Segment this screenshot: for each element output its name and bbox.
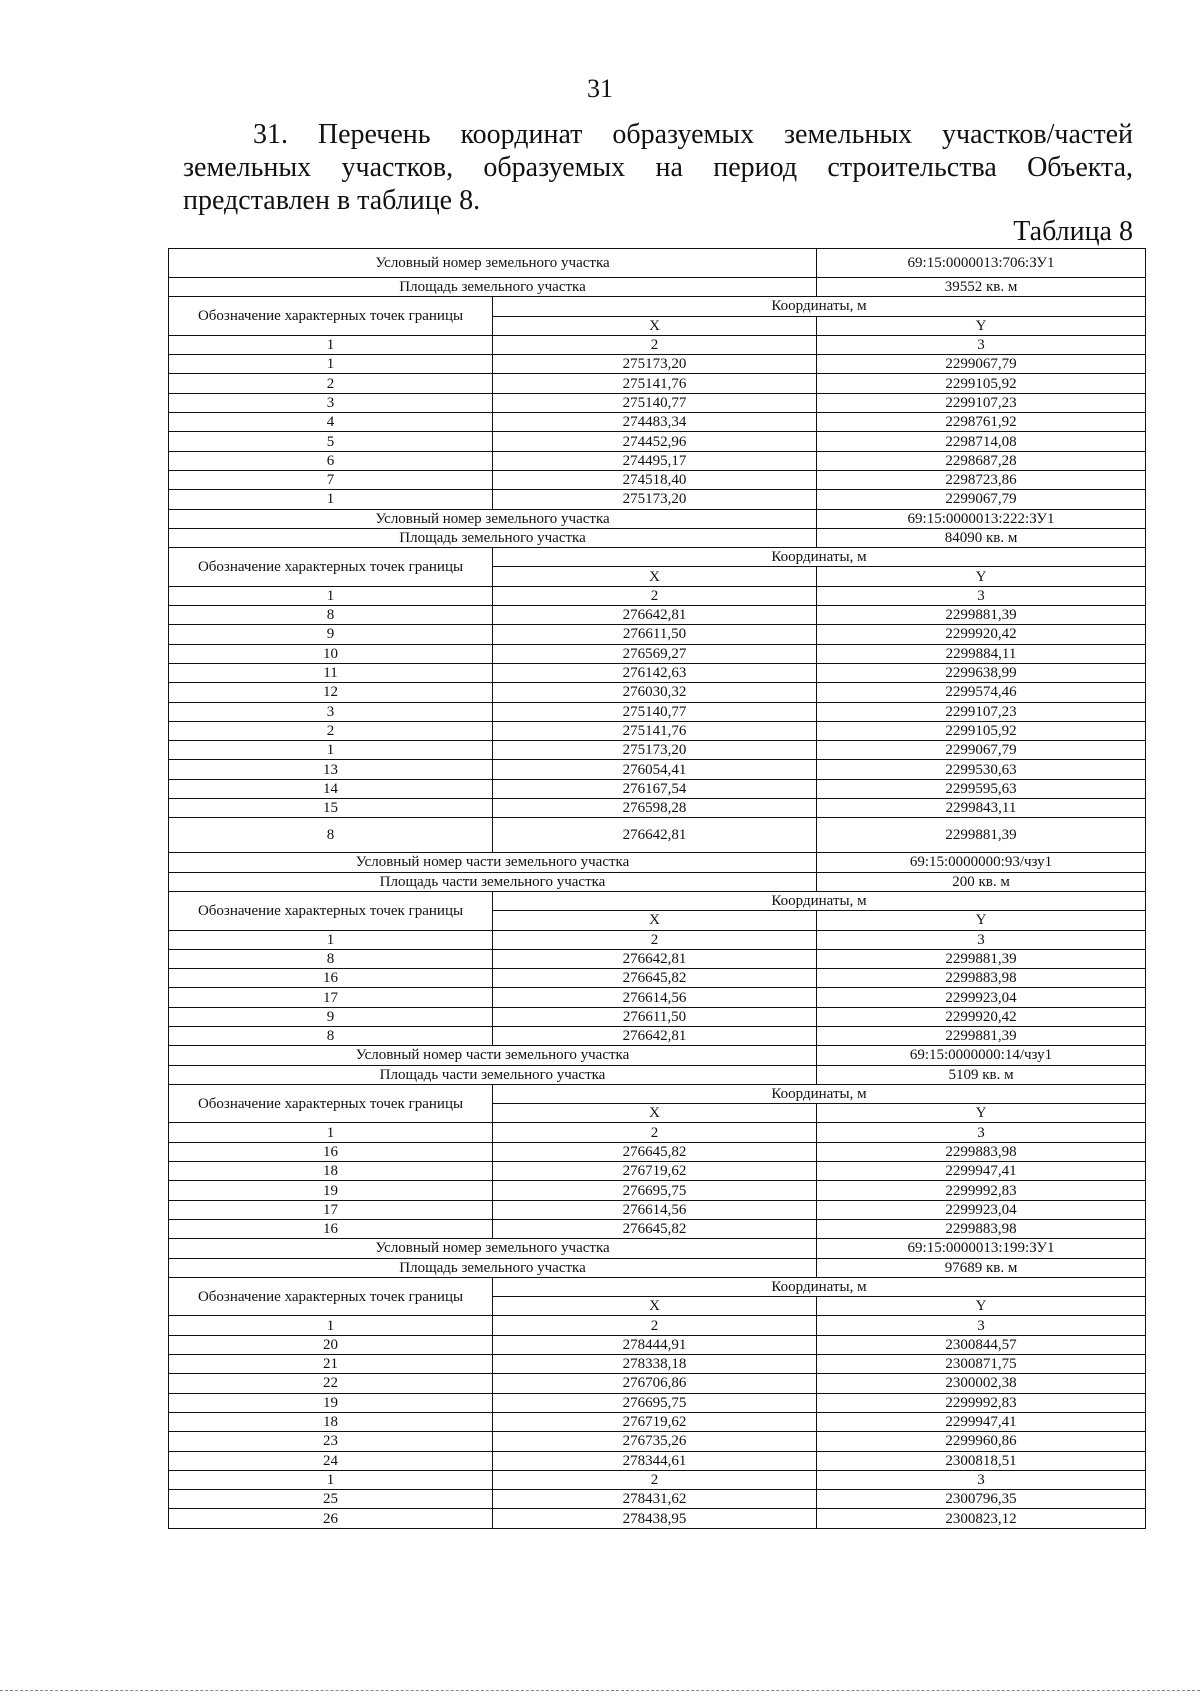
point-number: 16 xyxy=(169,1219,493,1238)
y-coordinate: 2299947,41 xyxy=(817,1412,1146,1431)
point-number: 12 xyxy=(169,683,493,702)
y-coordinate: 2299843,11 xyxy=(817,799,1146,818)
plot-area-label: Площадь части земельного участка xyxy=(169,1065,817,1084)
points-header: Обозначение характерных точек границы xyxy=(169,1277,493,1316)
point-number: 11 xyxy=(169,663,493,682)
point-number: 18 xyxy=(169,1162,493,1181)
point-number: 17 xyxy=(169,1200,493,1219)
x-coordinate: 275140,77 xyxy=(493,702,817,721)
col-number-2: 2 xyxy=(493,1123,817,1142)
plot-area-label: Площадь земельного участка xyxy=(169,278,817,297)
y-coordinate: 2300823,12 xyxy=(817,1509,1146,1528)
x-coordinate: 278438,95 xyxy=(493,1509,817,1528)
y-coordinate: 2299881,39 xyxy=(817,818,1146,853)
point-number: 1 xyxy=(169,741,493,760)
point-number: 19 xyxy=(169,1181,493,1200)
table-row xyxy=(169,1355,1146,1374)
x-coordinate: 276614,56 xyxy=(493,1200,817,1219)
coords-header: Координаты, м xyxy=(493,548,1146,567)
table-row xyxy=(169,1432,1146,1451)
plot-area-label: Площадь земельного участка xyxy=(169,528,817,547)
y-coordinate: 2299530,63 xyxy=(817,760,1146,779)
y-coordinate: 2299105,92 xyxy=(817,374,1146,393)
plot-number-value: 69:15:0000013:706:ЗУ1 xyxy=(817,249,1146,278)
plot-area-row xyxy=(169,278,1146,297)
x-coordinate: 274452,96 xyxy=(493,432,817,451)
table-row xyxy=(169,702,1146,721)
x-coordinate: 275140,77 xyxy=(493,393,817,412)
x-header: X xyxy=(493,316,817,335)
x-coordinate: 276642,81 xyxy=(493,1026,817,1045)
x-coordinate: 278444,91 xyxy=(493,1335,817,1354)
plot-area-row xyxy=(169,1065,1146,1084)
page-number: 31 xyxy=(587,74,613,103)
x-coordinate: 275141,76 xyxy=(493,374,817,393)
table-row xyxy=(169,1490,1146,1509)
table-row xyxy=(169,1142,1146,1161)
table-row xyxy=(169,1374,1146,1393)
table-row xyxy=(169,663,1146,682)
point-number: 15 xyxy=(169,799,493,818)
column-numbers-row xyxy=(169,930,1146,949)
table-row xyxy=(169,1509,1146,1528)
point-number: 6 xyxy=(169,451,493,470)
x-header: X xyxy=(493,1297,817,1316)
x-coordinate: 276598,28 xyxy=(493,799,817,818)
y-coordinate: 2300796,35 xyxy=(817,1490,1146,1509)
table-row xyxy=(169,432,1146,451)
y-header: Y xyxy=(817,1104,1146,1123)
point-number: 26 xyxy=(169,1509,493,1528)
column-numbers-row xyxy=(169,1123,1146,1142)
point-number: 16 xyxy=(169,969,493,988)
x-coordinate: 276611,50 xyxy=(493,625,817,644)
points-header: Обозначение характерных точек границы xyxy=(169,891,493,930)
y-coordinate: 2300844,57 xyxy=(817,1335,1146,1354)
y-coordinate: 2299883,98 xyxy=(817,1219,1146,1238)
x-coordinate: 276030,32 xyxy=(493,683,817,702)
table-row xyxy=(169,1162,1146,1181)
table-row xyxy=(169,1219,1146,1238)
col-number-3: 3 xyxy=(817,930,1146,949)
x-header: X xyxy=(493,1104,817,1123)
table-row xyxy=(169,1200,1146,1219)
y-coordinate: 2299920,42 xyxy=(817,625,1146,644)
plot-area-value: 39552 кв. м xyxy=(817,278,1146,297)
plot-number-value: 69:15:0000000:14/чзу1 xyxy=(817,1046,1146,1065)
y-coordinate: 2299881,39 xyxy=(817,606,1146,625)
plot-number-value: 69:15:0000013:222:ЗУ1 xyxy=(817,509,1146,528)
column-numbers-row xyxy=(169,1316,1146,1335)
col-number-2: 2 xyxy=(493,930,817,949)
x-coordinate: 276645,82 xyxy=(493,1142,817,1161)
table-row xyxy=(169,1393,1146,1412)
table-row xyxy=(169,988,1146,1007)
points-header: Обозначение характерных точек границы xyxy=(169,297,493,336)
table-row xyxy=(169,760,1146,779)
y-coordinate: 2298761,92 xyxy=(817,413,1146,432)
point-number: 22 xyxy=(169,1374,493,1393)
y-coordinate: 2300818,51 xyxy=(817,1451,1146,1470)
x-coordinate: 275173,20 xyxy=(493,355,817,374)
y-coordinate: 2299883,98 xyxy=(817,1142,1146,1161)
table-caption: Таблица 8 xyxy=(1013,216,1133,247)
col-number-2: 2 xyxy=(493,586,817,605)
plot-number-label: Условный номер земельного участка xyxy=(169,509,817,528)
intro-text: 31. Перечень координат образуемых земельных участков/частей земельных участков, образуемых на период строительства Объекта, представлен в таблице 8. xyxy=(183,119,1133,216)
point-number: 17 xyxy=(169,988,493,1007)
table-row xyxy=(169,683,1146,702)
point-number: 1 xyxy=(169,1470,493,1489)
table-row xyxy=(169,490,1146,509)
table-row xyxy=(169,779,1146,798)
plot-number-row xyxy=(169,1239,1146,1258)
x-coordinate: 276611,50 xyxy=(493,1007,817,1026)
y-coordinate: 2299884,11 xyxy=(817,644,1146,663)
y-coordinate: 2299107,23 xyxy=(817,702,1146,721)
plot-area-row xyxy=(169,872,1146,891)
coords-header-row xyxy=(169,1084,1146,1103)
point-number: 18 xyxy=(169,1412,493,1431)
point-number: 8 xyxy=(169,606,493,625)
x-coordinate: 275141,76 xyxy=(493,721,817,740)
x-coordinate: 278338,18 xyxy=(493,1355,817,1374)
y-coordinate: 2299638,99 xyxy=(817,663,1146,682)
plot-number-value: 69:15:0000000:93/чзу1 xyxy=(817,853,1146,872)
x-coordinate: 276054,41 xyxy=(493,760,817,779)
plot-area-value: 97689 кв. м xyxy=(817,1258,1146,1277)
plot-area-row xyxy=(169,1258,1146,1277)
y-coordinate: 2299067,79 xyxy=(817,490,1146,509)
plot-area-label: Площадь земельного участка xyxy=(169,1258,817,1277)
x-coordinate: 276142,63 xyxy=(493,663,817,682)
coords-header: Координаты, м xyxy=(493,297,1146,316)
point-number: 7 xyxy=(169,470,493,489)
coords-header: Координаты, м xyxy=(493,891,1146,910)
point-number: 21 xyxy=(169,1355,493,1374)
point-number: 2 xyxy=(169,721,493,740)
y-header: Y xyxy=(817,567,1146,586)
point-number: 14 xyxy=(169,779,493,798)
y-coordinate: 2299960,86 xyxy=(817,1432,1146,1451)
y-coordinate: 2300871,75 xyxy=(817,1355,1146,1374)
plot-number-label: Условный номер части земельного участка xyxy=(169,1046,817,1065)
x-coordinate: 278431,62 xyxy=(493,1490,817,1509)
point-number: 25 xyxy=(169,1490,493,1509)
point-number: 20 xyxy=(169,1335,493,1354)
point-number: 8 xyxy=(169,1026,493,1045)
y-coordinate: 2298687,28 xyxy=(817,451,1146,470)
table-row xyxy=(169,1335,1146,1354)
table-row xyxy=(169,741,1146,760)
point-number: 19 xyxy=(169,1393,493,1412)
table-row xyxy=(169,1181,1146,1200)
plot-area-value: 200 кв. м xyxy=(817,872,1146,891)
col-number-1: 1 xyxy=(169,1316,493,1335)
table-row xyxy=(169,393,1146,412)
x-coordinate: 2 xyxy=(493,1470,817,1489)
table-row xyxy=(169,1451,1146,1470)
plot-number-label: Условный номер земельного участка xyxy=(169,1239,817,1258)
col-number-3: 3 xyxy=(817,1316,1146,1335)
point-number: 8 xyxy=(169,818,493,853)
y-coordinate: 2299923,04 xyxy=(817,988,1146,1007)
plot-number-label: Условный номер земельного участка xyxy=(169,249,817,278)
x-coordinate: 276167,54 xyxy=(493,779,817,798)
x-coordinate: 278344,61 xyxy=(493,1451,817,1470)
x-coordinate: 274518,40 xyxy=(493,470,817,489)
col-number-1: 1 xyxy=(169,335,493,354)
y-coordinate: 2298723,86 xyxy=(817,470,1146,489)
plot-area-value: 5109 кв. м xyxy=(817,1065,1146,1084)
point-number: 1 xyxy=(169,490,493,509)
x-coordinate: 276569,27 xyxy=(493,644,817,663)
coordinates-table xyxy=(168,248,1146,1529)
x-coordinate: 276645,82 xyxy=(493,1219,817,1238)
intro-paragraph xyxy=(183,118,1133,217)
table-row xyxy=(169,374,1146,393)
y-coordinate: 3 xyxy=(817,1470,1146,1489)
table-row xyxy=(169,625,1146,644)
col-number-3: 3 xyxy=(817,586,1146,605)
y-coordinate: 2299595,63 xyxy=(817,779,1146,798)
table-row xyxy=(169,470,1146,489)
x-coordinate: 275173,20 xyxy=(493,490,817,509)
plot-area-label: Площадь части земельного участка xyxy=(169,872,817,891)
scan-artifact-line xyxy=(0,1690,1200,1691)
coords-header-row xyxy=(169,297,1146,316)
point-number: 5 xyxy=(169,432,493,451)
point-number: 10 xyxy=(169,644,493,663)
table-row xyxy=(169,721,1146,740)
plot-number-row xyxy=(169,249,1146,278)
point-number: 16 xyxy=(169,1142,493,1161)
x-coordinate: 275173,20 xyxy=(493,741,817,760)
point-number: 4 xyxy=(169,413,493,432)
y-header: Y xyxy=(817,1297,1146,1316)
x-coordinate: 276642,81 xyxy=(493,818,817,853)
plot-number-row xyxy=(169,509,1146,528)
plot-number-label: Условный номер части земельного участка xyxy=(169,853,817,872)
coordinates-table-body xyxy=(169,249,1146,1529)
points-header: Обозначение характерных точек границы xyxy=(169,548,493,587)
y-coordinate: 2299883,98 xyxy=(817,969,1146,988)
point-number: 24 xyxy=(169,1451,493,1470)
x-coordinate: 274483,34 xyxy=(493,413,817,432)
point-number: 23 xyxy=(169,1432,493,1451)
point-number: 3 xyxy=(169,702,493,721)
point-number: 13 xyxy=(169,760,493,779)
y-header: Y xyxy=(817,911,1146,930)
x-coordinate: 276642,81 xyxy=(493,949,817,968)
col-number-3: 3 xyxy=(817,1123,1146,1142)
coords-header: Координаты, м xyxy=(493,1084,1146,1103)
y-coordinate: 2299992,83 xyxy=(817,1181,1146,1200)
coords-header: Координаты, м xyxy=(493,1277,1146,1296)
plot-number-value: 69:15:0000013:199:ЗУ1 xyxy=(817,1239,1146,1258)
table-row xyxy=(169,949,1146,968)
coords-header-row xyxy=(169,1277,1146,1296)
col-number-2: 2 xyxy=(493,335,817,354)
y-coordinate: 2299067,79 xyxy=(817,741,1146,760)
col-number-3: 3 xyxy=(817,335,1146,354)
col-number-1: 1 xyxy=(169,930,493,949)
y-coordinate: 2300002,38 xyxy=(817,1374,1146,1393)
plot-area-value: 84090 кв. м xyxy=(817,528,1146,547)
x-coordinate: 276695,75 xyxy=(493,1181,817,1200)
points-header: Обозначение характерных точек границы xyxy=(169,1084,493,1123)
y-coordinate: 2299920,42 xyxy=(817,1007,1146,1026)
coords-header-row xyxy=(169,548,1146,567)
x-coordinate: 276642,81 xyxy=(493,606,817,625)
x-header: X xyxy=(493,911,817,930)
y-coordinate: 2298714,08 xyxy=(817,432,1146,451)
x-coordinate: 276719,62 xyxy=(493,1162,817,1181)
table-row xyxy=(169,355,1146,374)
table-row xyxy=(169,1470,1146,1489)
y-coordinate: 2299105,92 xyxy=(817,721,1146,740)
plot-number-row xyxy=(169,1046,1146,1065)
point-number: 9 xyxy=(169,625,493,644)
x-coordinate: 276735,26 xyxy=(493,1432,817,1451)
point-number: 9 xyxy=(169,1007,493,1026)
col-number-1: 1 xyxy=(169,586,493,605)
x-coordinate: 276614,56 xyxy=(493,988,817,1007)
table-row xyxy=(169,799,1146,818)
col-number-1: 1 xyxy=(169,1123,493,1142)
coords-header-row xyxy=(169,891,1146,910)
table-row xyxy=(169,1026,1146,1045)
point-number: 1 xyxy=(169,355,493,374)
x-coordinate: 276645,82 xyxy=(493,969,817,988)
table-row xyxy=(169,606,1146,625)
table-row xyxy=(169,1007,1146,1026)
point-number: 2 xyxy=(169,374,493,393)
y-coordinate: 2299067,79 xyxy=(817,355,1146,374)
y-coordinate: 2299107,23 xyxy=(817,393,1146,412)
plot-area-row xyxy=(169,528,1146,547)
point-number: 8 xyxy=(169,949,493,968)
y-coordinate: 2299923,04 xyxy=(817,1200,1146,1219)
table-row xyxy=(169,1412,1146,1431)
col-number-2: 2 xyxy=(493,1316,817,1335)
table-row xyxy=(169,413,1146,432)
table-row xyxy=(169,969,1146,988)
y-coordinate: 2299947,41 xyxy=(817,1162,1146,1181)
plot-number-row xyxy=(169,853,1146,872)
y-header: Y xyxy=(817,316,1146,335)
y-coordinate: 2299992,83 xyxy=(817,1393,1146,1412)
table-row xyxy=(169,818,1146,853)
x-coordinate: 276719,62 xyxy=(493,1412,817,1431)
x-coordinate: 274495,17 xyxy=(493,451,817,470)
column-numbers-row xyxy=(169,335,1146,354)
table-row xyxy=(169,644,1146,663)
x-coordinate: 276695,75 xyxy=(493,1393,817,1412)
table-row xyxy=(169,451,1146,470)
y-coordinate: 2299574,46 xyxy=(817,683,1146,702)
column-numbers-row xyxy=(169,586,1146,605)
point-number: 3 xyxy=(169,393,493,412)
x-coordinate: 276706,86 xyxy=(493,1374,817,1393)
y-coordinate: 2299881,39 xyxy=(817,1026,1146,1045)
x-header: X xyxy=(493,567,817,586)
y-coordinate: 2299881,39 xyxy=(817,949,1146,968)
